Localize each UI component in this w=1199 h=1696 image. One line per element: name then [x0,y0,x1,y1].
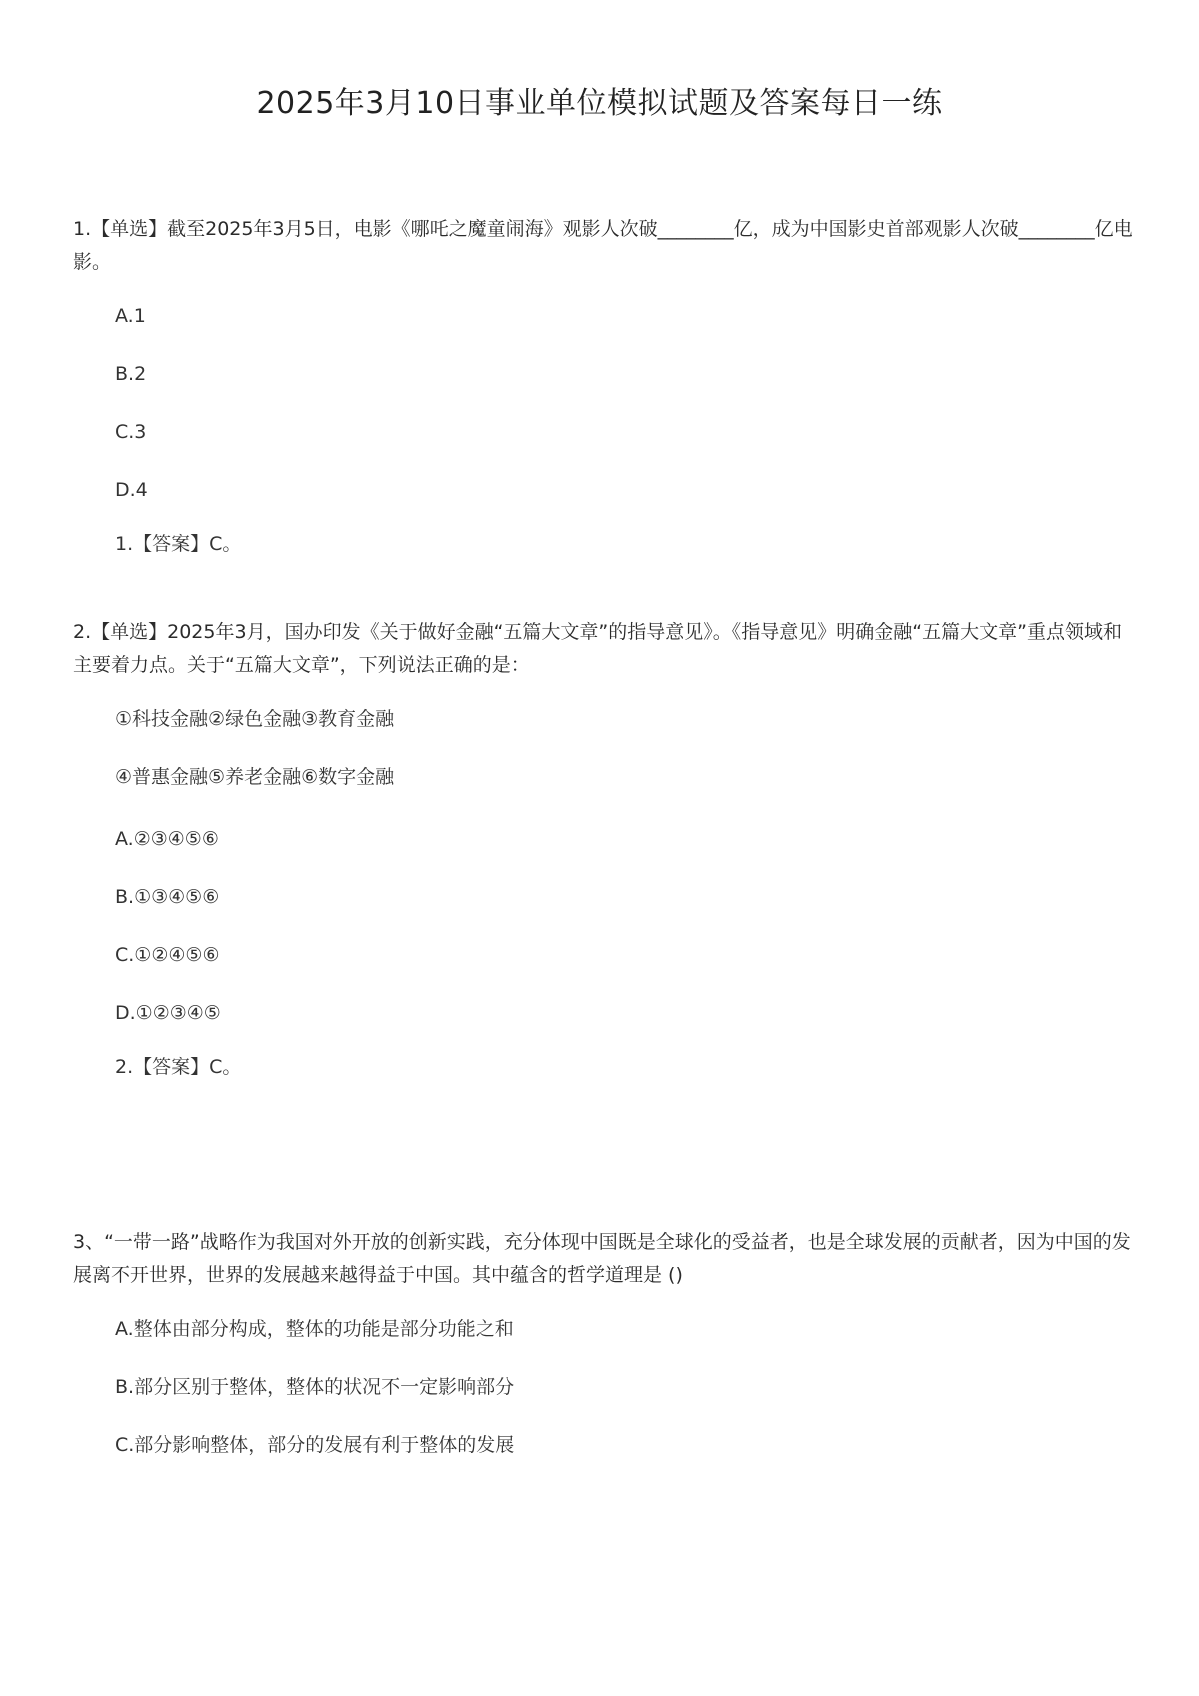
question-2-stem: 2.【单选】2025年3月，国办印发《关于做好金融“五篇大文章”的指导意见》。《指导意见》明确金融“五篇大文章”重点领域和主要着力点。关于“五篇大文章”，下列说法正确的是： [73,621,1122,676]
question-2-option-b: B.①③④⑤⑥ [115,886,220,908]
question-3-stem: 3、“一带一路”战略作为我国对外开放的创新实践，充分体现中国既是全球化的受益者，也是全球发展的贡献者，因为中国的发展离不开世界，世界的发展越来越得益于中国。其中蕴含的哲学道理是 () [73,1231,1131,1286]
question-2-statement-line-1: ①科技金融②绿色金融③教育金融 [115,708,395,730]
question-3-option-a: A.整体由部分构成，整体的功能是部分功能之和 [115,1318,514,1340]
question-1-answer: 1.【答案】C。 [115,533,242,555]
question-1-option-c: C.3 [115,421,147,443]
question-2-option-a: A.②③④⑤⑥ [115,828,219,850]
question-2-statement-line-2: ④普惠金融⑤养老金融⑥数字金融 [115,766,395,788]
page-title: 2025年3月10日事业单位模拟试题及答案每日一练 [256,86,943,121]
question-2-answer: 2.【答案】C。 [115,1056,242,1078]
question-2-option-c: C.①②④⑤⑥ [115,944,220,966]
question-3-option-c: C.部分影响整体，部分的发展有利于整体的发展 [115,1434,515,1456]
question-1-option-b: B.2 [115,363,147,385]
question-1-option-a: A.1 [115,305,146,327]
question-1-stem: 1.【单选】截至2025年3月5日，电影《哪吒之魔童闹海》观影人次破________亿，成为中国影史首部观影人次破________亿电影。 [73,218,1133,273]
question-1-option-d: D.4 [115,479,148,501]
question-3-option-b: B.部分区别于整体，整体的状况不一定影响部分 [115,1376,515,1398]
question-2-option-d: D.①②③④⑤ [115,1002,221,1024]
